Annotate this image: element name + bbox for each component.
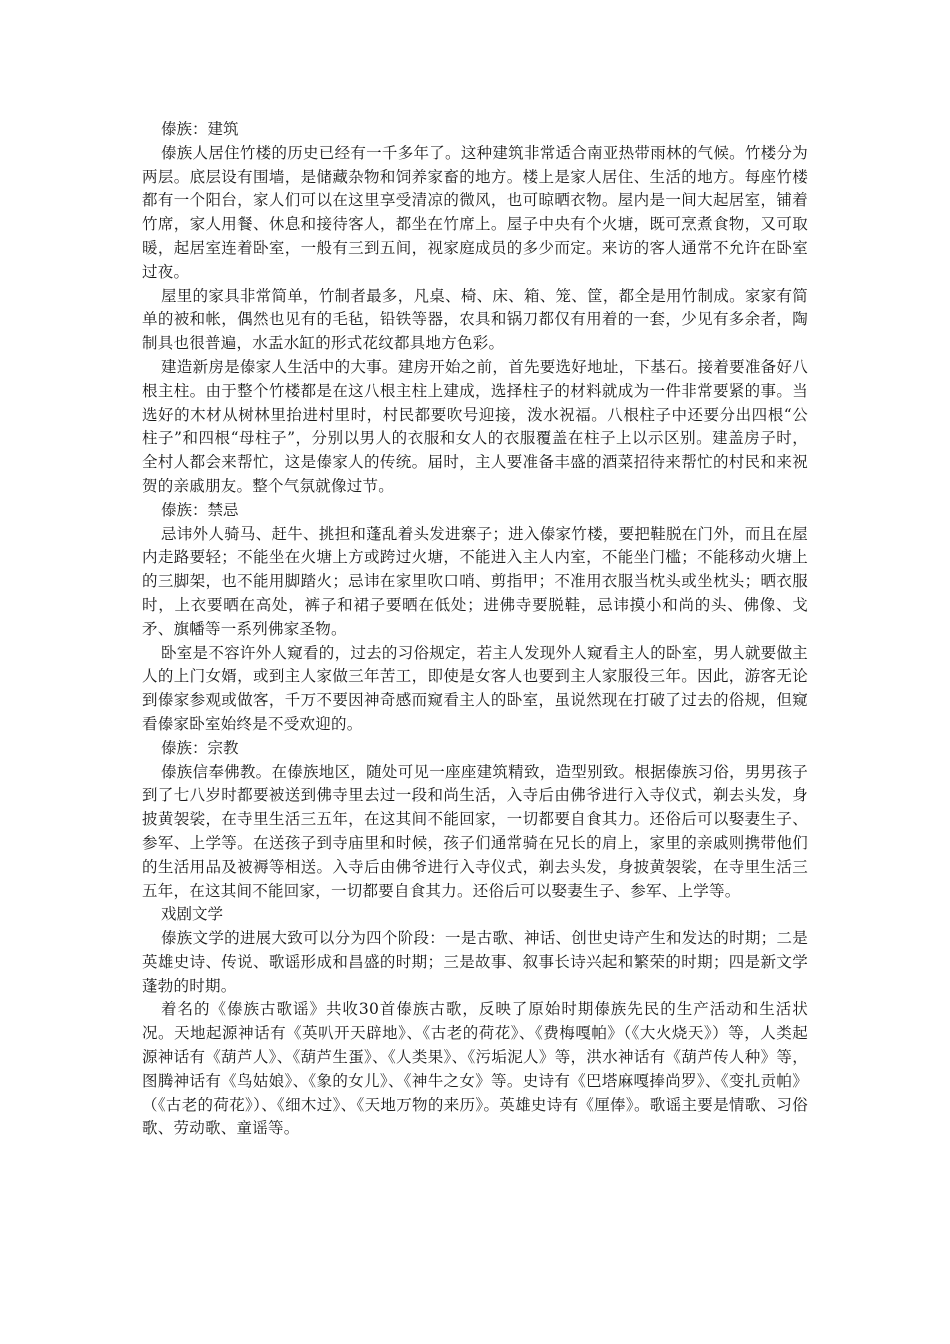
paragraph: 建造新房是傣家人生活中的大事。建房开始之前，首先要选好地址，下基石。接着要准备好八根主柱。由于整个竹楼都是在这八根主柱上建成，选择柱子的材料就成为一件非常要紧的事。当选好的木材从树林里抬进村里时，村民都要吹号迎接，泼水祝福。八根柱子中还要分出四根“公柱子”和四根“母柱子”，分别以男人的衣服和女人的衣服覆盖在柱子上以示区别。建盖房子时，全村人都会来帮忙，这是傣家人的传统。届时，主人要准备丰盛的酒菜招待来帮忙的村民和来祝贺的亲戚朋友。整个气氛就像过节。 [142, 357, 808, 495]
paragraph: 着名的《傣族古歌谣》共收30首傣族古歌，反映了原始时期傣族先民的生产活动和生活状况。天地起源神话有《英叭开天辟地》、《古老的荷花》、《费梅嘎帕》（《大火烧天》）等，人类起源神话有《葫芦人》、《葫芦生蛋》、《人类果》、《污垢泥人》等，洪水神话有《葫芦传人种》等，图腾神话有《鸟姑娘》、《象的女儿》、《神牛之女》等。史诗有《巴塔麻嘎捧尚罗》、《变扎贡帕》（《古老的荷花》）、《细木过》、《天地万物的来历》。英雄史诗有《厘俸》。歌谣主要是情歌、习俗歌、劳动歌、童谣等。 [142, 1000, 808, 1138]
section-heading-taboos: 傣族：禁忌 [161, 500, 239, 519]
paragraph: 卧室是不容许外人窥看的，过去的习俗规定，若主人发现外人窥看主人的卧室，男人就要做主人的上门女婿，或到主人家做三年苦工，即使是女客人也要到主人家服役三年。因此，游客无论到傣家参观或做客，千万不要因神奇感而窥看主人的卧室，虽说然现在打破了过去的俗规，但窥看傣家卧室始终是不受欢迎的。 [142, 643, 808, 733]
document-page [142, 118, 808, 1141]
paragraph: 傣族信奉佛教。在傣族地区，随处可见一座座建筑精致，造型别致。根据傣族习俗，男男孩子到了七八岁时都要被送到佛寺里去过一段和尚生活，入寺后由佛爷进行入寺仪式，剃去头发，身披黄袈裟，在寺里生活三五年，在这其间不能回家，一切都要自食其力。还俗后可以娶妻生子、参军、上学等。在送孩子到寺庙里和时候，孩子们通常骑在兄长的肩上，家里的亲戚则携带他们的生活用品及被褥等相送。入寺后由佛爷进行入寺仪式，剃去头发，身披黄袈裟，在寺里生活三五年，在这其间不能回家，一切都要自食其力。还俗后可以娶妻生子、参军、上学等。 [142, 762, 808, 900]
paragraph: 傣族文学的进展大致可以分为四个阶段：一是古歌、神话、创世史诗产生和发达的时期；二是英雄史诗、传说、歌谣形成和昌盛的时期；三是故事、叙事长诗兴起和繁荣的时期；四是新文学蓬勃的时期。 [142, 929, 808, 995]
paragraph: 傣族人居住竹楼的历史已经有一千多年了。这种建筑非常适合南亚热带雨林的气候。竹楼分为两层。底层设有围墙，是储藏杂物和饲养家畜的地方。楼上是家人居住、生活的地方。每座竹楼都有一个阳台，家人们可以在这里享受清凉的微风，也可晾晒衣物。屋内是一间大起居室，铺着竹席，家人用餐、休息和接待客人，都坐在竹席上。屋子中央有个火塘，既可烹煮食物，又可取暖，起居室连着卧室，一般有三到五间，视家庭成员的多少而定。来访的客人通常不允许在卧室过夜。 [142, 143, 808, 281]
section-heading-literature: 戏剧文学 [161, 905, 224, 924]
section-heading-architecture: 傣族：建筑 [161, 120, 239, 138]
paragraph: 屋里的家具非常简单，竹制者最多，凡桌、椅、床、箱、笼、筐，都全是用竹制成。家家有简单的被和帐，偶然也见有的毛毡，铅铁等器，农具和锅刀都仅有用着的一套，少见有多余者，陶制具也很普遍，水盂水缸的形式花纹都具地方色彩。 [142, 286, 808, 353]
paragraph: 忌讳外人骑马、赶牛、挑担和蓬乱着头发进寨子；进入傣家竹楼，要把鞋脱在门外，而且在屋内走路要轻；不能坐在火塘上方或跨过火塘，不能进入主人内室，不能坐门槛；不能移动火塘上的三脚架，也不能用脚踏火；忌讳在家里吹口哨、剪指甲；不准用衣服当枕头或坐枕头；晒衣服时，上衣要晒在高处，裤子和裙子要晒在低处；进佛寺要脱鞋，忌讳摸小和尚的头、佛像、戈矛、旗幡等一系列佛家圣物。 [142, 524, 808, 638]
section-heading-religion: 傣族：宗教 [161, 738, 239, 757]
